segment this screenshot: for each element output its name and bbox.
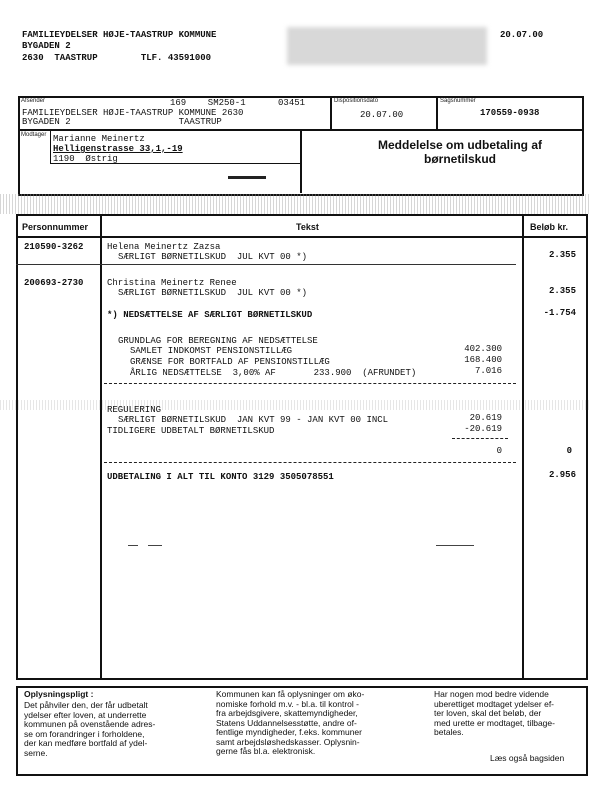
row-divider: [16, 264, 516, 265]
recipient-label: Modtager: [21, 132, 47, 138]
dashed-separator: [104, 462, 516, 463]
table-row-amount: 2.355: [548, 286, 576, 296]
basis-line2: GRÆNSE FOR BORTFALD AF PENSIONSTILLÆG: [130, 357, 330, 367]
regulation-amount: 0: [566, 446, 572, 456]
scan-mark: [436, 545, 474, 546]
sender-label: Afsender: [21, 98, 46, 104]
header-date: 20.07.00: [500, 30, 544, 40]
case-label: Sagsnummer: [440, 98, 476, 104]
scan-mark: [148, 545, 162, 546]
document-title-line2: børnetilskud: [423, 152, 496, 166]
regulation-value2: -20.619: [464, 424, 502, 434]
header-divider: [16, 236, 586, 238]
case-number: 170559-0938: [480, 108, 540, 118]
divider: [436, 96, 438, 130]
footer-title: Oplysningspligt :: [24, 689, 94, 699]
table-row-cpr: 200693-2730: [24, 278, 84, 288]
document-title: [340, 138, 580, 166]
divider: [330, 96, 332, 130]
payout-amount: 2.956: [548, 470, 576, 480]
footer-note: Læs også bagsiden: [490, 753, 565, 763]
scan-mark: [228, 176, 266, 179]
sender-line2: BYGADEN 2 TAASTRUP: [22, 117, 222, 127]
sender-name: FAMILIEYDELSER HØJE-TAASTRUP KOMMUNE: [22, 30, 217, 40]
recipient-name: Marianne Meinertz: [53, 134, 145, 144]
footer-col3-text: Har nogen mod bedre vidende uberettiget modtaget ydelser ef- ter loven, skal det beløb, der med urette er modtaget, tilbage- betales.: [434, 689, 555, 737]
basis-value3: 7.016: [474, 366, 502, 376]
col-header-text: Tekst: [296, 222, 319, 232]
basis-heading: GRUNDLAG FOR BEREGNING AF NEDSÆTTELSE: [118, 336, 318, 346]
redacted-area: [287, 27, 487, 65]
sender-line1: FAMILIEYDELSER HØJE-TAASTRUP KOMMUNE 2630: [22, 108, 244, 118]
regulation-line1: SÆRLIGT BØRNETILSKUD JAN KVT 99 - JAN KVT 00 INCL: [118, 415, 389, 425]
code-line: 169 SM250-1 03451: [170, 98, 306, 108]
table-row-desc: SÆRLIGT BØRNETILSKUD JUL KVT 00 *): [118, 288, 308, 298]
basis-value1: 402.300: [464, 344, 502, 354]
basis-value2: 168.400: [464, 355, 502, 365]
reduction-amount: -1.754: [543, 308, 576, 318]
regulation-sum: 0: [496, 446, 502, 456]
table-row-desc: SÆRLIGT BØRNETILSKUD JUL KVT 00 *): [118, 252, 308, 262]
dashed-separator: [452, 438, 508, 439]
regulation-line2: TIDLIGERE UDBETALT BØRNETILSKUD: [107, 426, 275, 436]
disposition-label: Dispositionsdato: [334, 98, 379, 104]
scan-mark: [128, 545, 138, 546]
footer-col2-text: Kommunen kan få oplysninger om øko- nomiske forhold m.v. - bl.a. til kontrol - fra arbejdsgivere, skattemyndigheder, Statens Uddannelsesstøtte, andre of- fentlige myndigheder, f.eks. kommuner samt arbejdsløshedskasser. Oplysnin- gerne fås bl.a. elektronisk.: [216, 689, 365, 756]
dashed-separator: [104, 383, 516, 384]
basis-line3: ÅRLIG NEDSÆTTELSE 3,00% AF 233.900 (AFRUNDET): [130, 368, 417, 378]
basis-line1: SAMLET INDKOMST PENSIONSTILLÆG: [130, 346, 293, 356]
regulation-value1: 20.619: [469, 413, 502, 423]
regulation-heading: REGULERING: [107, 405, 162, 415]
table-row-cpr: 210590-3262: [24, 242, 84, 252]
disposition-date: 20.07.00: [360, 110, 404, 120]
col-header-amount: Beløb kr.: [530, 222, 569, 232]
recipient-city: 1190 Østrig: [53, 154, 118, 164]
recipient-street: Helligenstrasse 33,1,-19: [53, 144, 183, 154]
reduction-line: *) NEDSÆTTELSE AF SÆRLIGT BØRNETILSKUD: [107, 310, 313, 320]
sender-street: BYGADEN 2: [22, 41, 71, 51]
col-header-person: Personnummer: [22, 222, 89, 232]
table-row-name: Christina Meinertz Renee: [107, 278, 237, 288]
table-row-name: Helena Meinertz Zazsa: [107, 242, 221, 252]
column-divider: [100, 214, 102, 678]
scan-noise: [0, 194, 591, 214]
table-row-amount: 2.355: [548, 250, 576, 260]
footer-col1-text: Det påhviler den, der får udbetalt ydelser efter loven, at underrette kommunen på ovenstående adres- se om forandringer i forholdene, der kan medføre bortfald af ydel- serne.: [24, 700, 156, 758]
payout-line: UDBETALING I ALT TIL KONTO 3129 3505078551: [107, 472, 334, 482]
document-title-line1: Meddelelse om udbetaling af: [377, 138, 543, 152]
sender-city-phone: 2630 TAASTRUP TLF. 43591000: [22, 53, 212, 63]
